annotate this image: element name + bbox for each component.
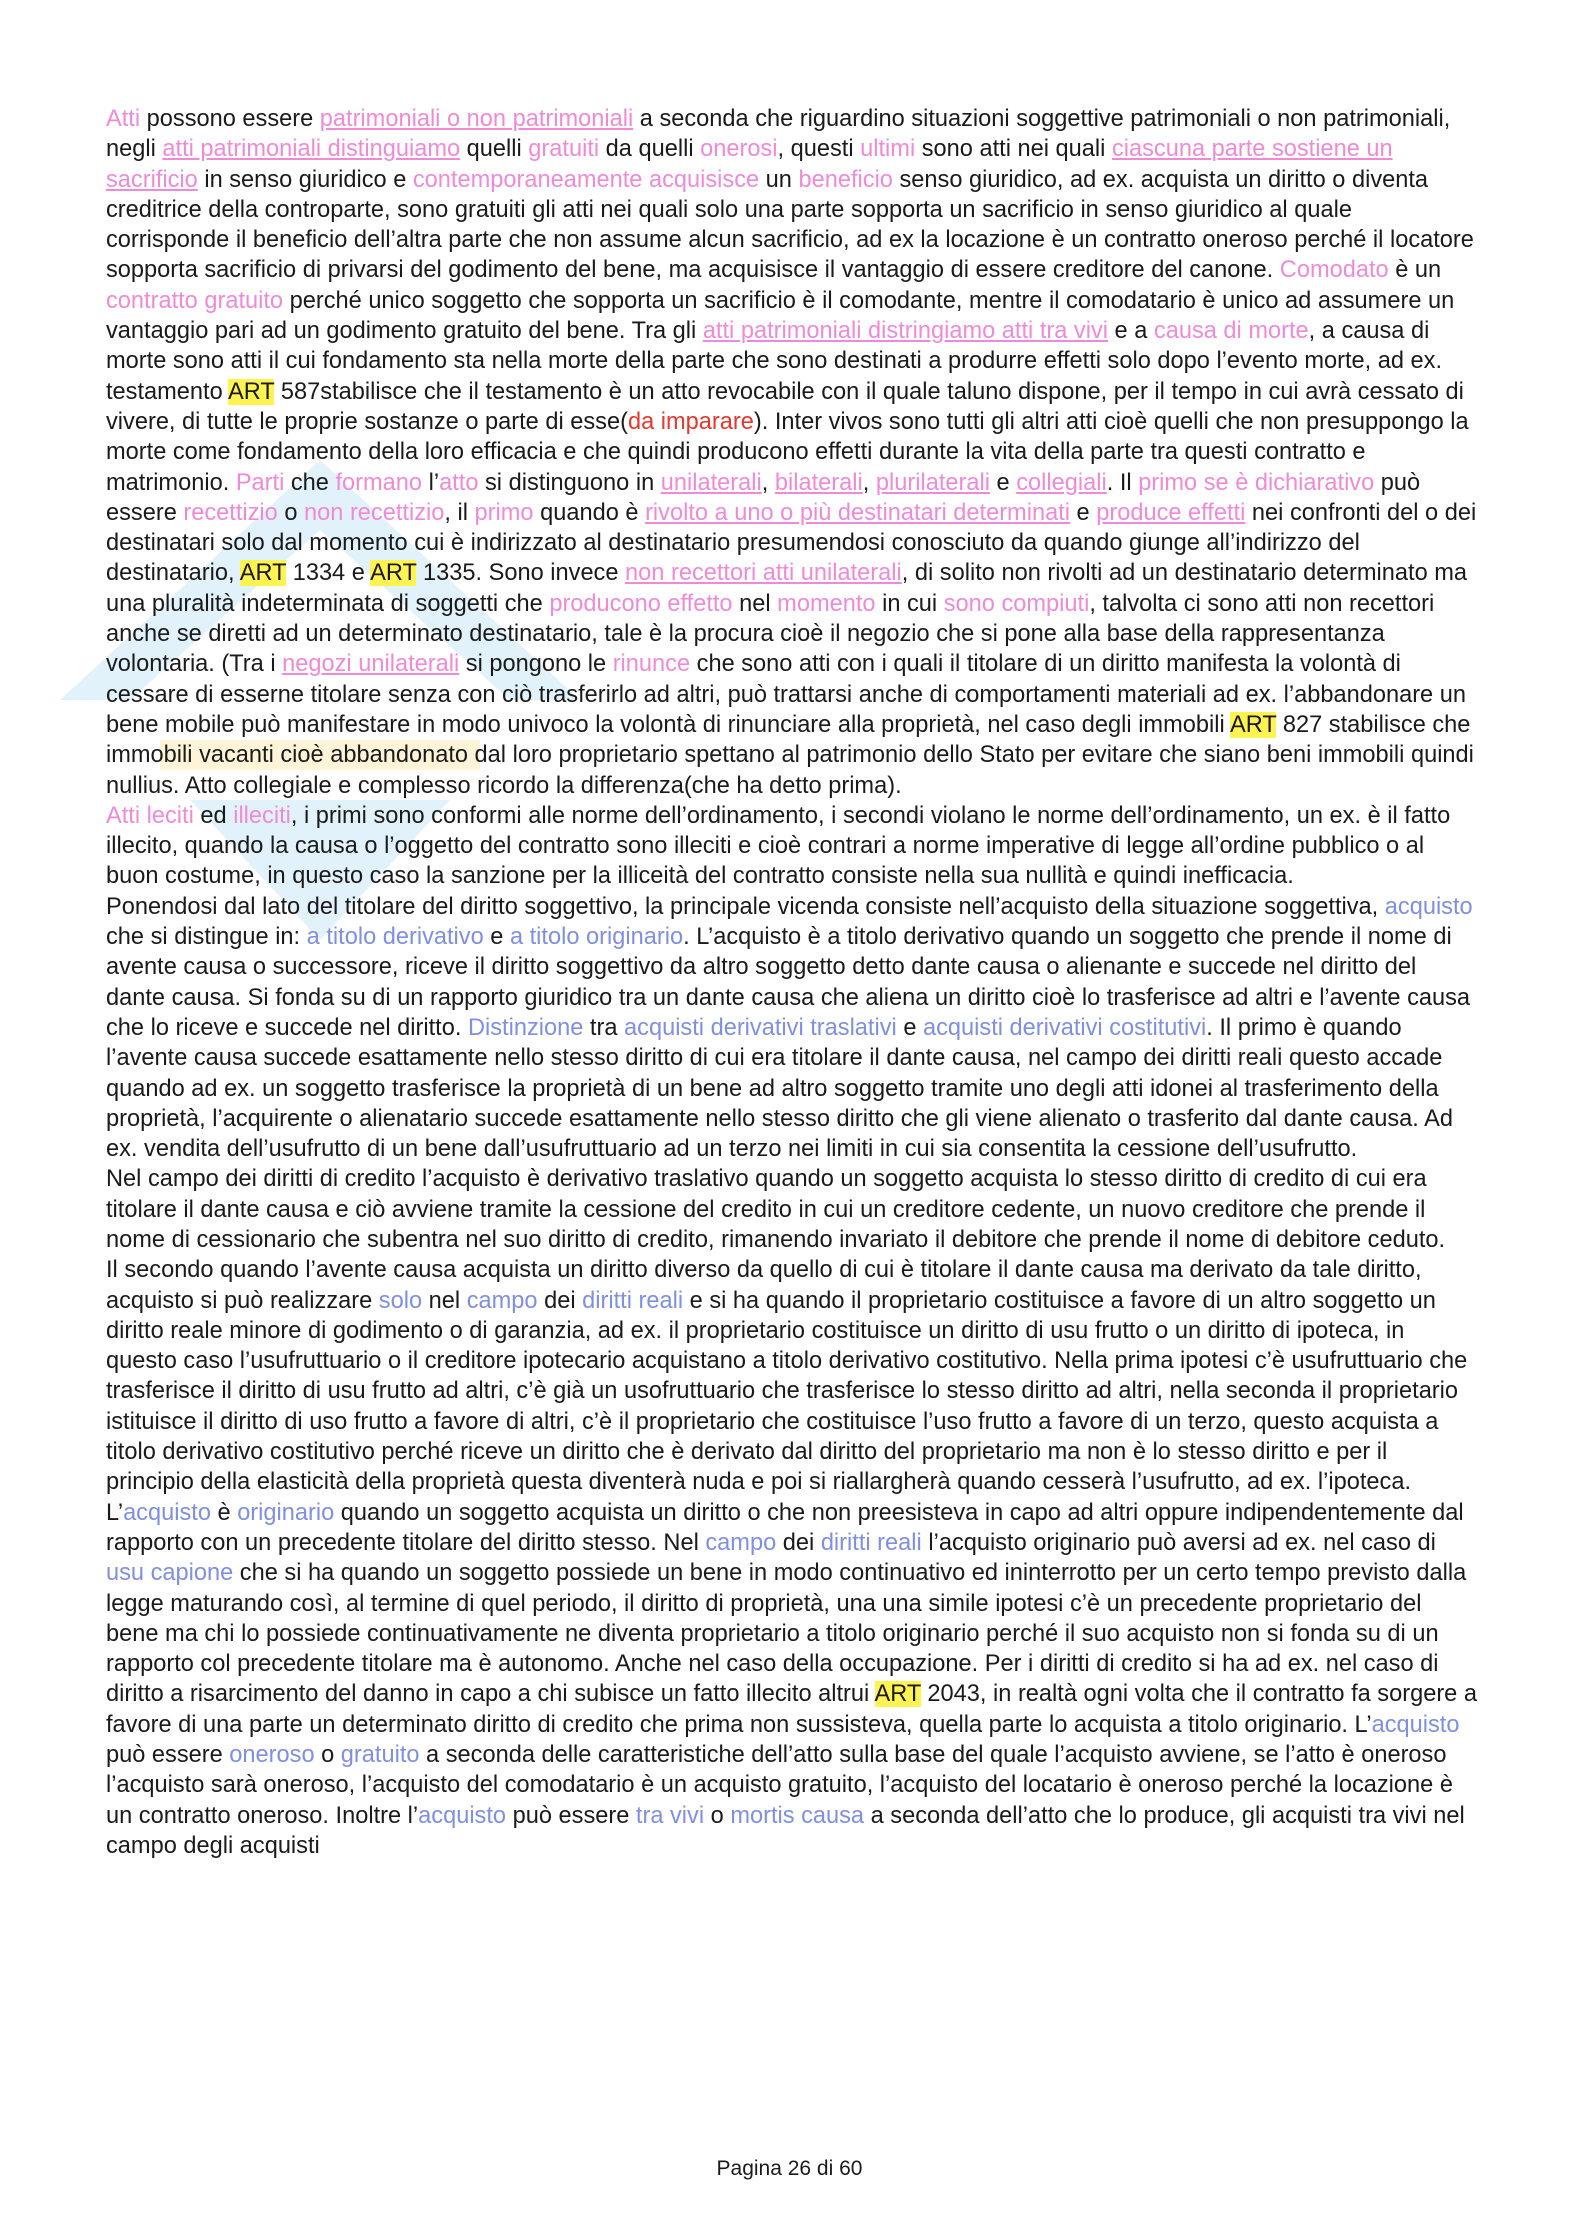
text-run: a seconda che riguardino situazioni soggettive patrimoniali o non patrimoniali, negli bbox=[106, 106, 1451, 163]
text-run: o bbox=[314, 1742, 341, 1769]
annotated-term: primo se è dichiarativo bbox=[1138, 469, 1375, 496]
text-run: o bbox=[704, 1802, 731, 1829]
highlighted-term: ART bbox=[227, 378, 275, 405]
text-run: un bbox=[759, 166, 799, 193]
annotated-term: contemporaneamente acquisisce bbox=[412, 166, 760, 193]
annotated-term: atti patrimoniali distringiamo atti tra vivi bbox=[702, 318, 1108, 345]
paragraph bbox=[106, 1255, 1478, 1497]
annotated-term: a titolo derivativo bbox=[306, 924, 484, 951]
annotated-term: patrimoniali o non patrimoniali bbox=[319, 106, 634, 132]
annotated-term: da imparare bbox=[627, 408, 754, 435]
annotated-term: acquisto bbox=[123, 1499, 211, 1526]
annotated-term: acquisti derivativi traslativi bbox=[624, 1014, 897, 1041]
annotated-term: negozi unilaterali bbox=[282, 651, 460, 678]
text-run: 827 stabilisce che immobili vacanti cioè abbandonato dal loro proprietario spettano al patrimonio dello Stato per evitare che siano beni immobili quindi nullius. Atto collegiale e complesso ricordo la differenza(che ha detto prima). bbox=[106, 711, 1474, 799]
text-run: , bbox=[862, 469, 876, 496]
text-run: in cui bbox=[875, 590, 944, 617]
annotated-term: Comodato bbox=[1279, 257, 1389, 284]
text-run: , il bbox=[444, 499, 475, 526]
annotated-term: tra vivi bbox=[635, 1802, 705, 1829]
annotated-term: unilaterali bbox=[660, 469, 762, 496]
text-run: che sono atti con i quali il titolare di un diritto manifesta la volontà di cessare di esserne titolare senza con ciò trasferirlo ad altri, può trattarsi anche di comportamenti materiali ad ex. l’abbandonare un bene mobile può manifestare in modo univoco la volontà di rinunciare alla proprietà, nel caso degli immobili bbox=[106, 651, 1466, 738]
annotated-term: gratuito bbox=[340, 1742, 420, 1769]
text-run: si pongono le bbox=[459, 651, 613, 678]
annotated-term: bilaterali bbox=[774, 469, 863, 496]
annotated-term: sono compiuti bbox=[943, 590, 1090, 617]
annotated-term: beneficio bbox=[798, 166, 893, 193]
annotated-term: Distinzione bbox=[467, 1014, 584, 1041]
annotated-term: acquisti derivativi costitutivi bbox=[923, 1014, 1207, 1041]
text-run: , talvolta ci sono atti non recettori anche se diretti ad un determinato destinatario, tale è la procura cioè il negozio che si pone alla base della rappresentanza volontaria. (Tra i bbox=[106, 590, 1435, 678]
annotated-term: oneroso bbox=[229, 1742, 315, 1769]
text-run: quando è bbox=[533, 499, 646, 526]
annotated-term: momento bbox=[777, 590, 876, 617]
annotated-term: acquisto bbox=[418, 1802, 507, 1829]
text-run: può essere bbox=[106, 469, 1421, 526]
annotated-term: usu capione bbox=[106, 1560, 234, 1587]
annotated-term: collegiali bbox=[1016, 469, 1107, 496]
annotated-term: produce effetti bbox=[1096, 499, 1246, 526]
annotated-term: contratto gratuito bbox=[106, 287, 284, 314]
annotated-term: solo bbox=[378, 1287, 423, 1314]
annotated-term: atto bbox=[439, 469, 479, 496]
text-run: dei bbox=[776, 1529, 821, 1556]
annotated-term: formano bbox=[335, 469, 423, 496]
annotated-term: non recettori atti unilaterali bbox=[625, 560, 902, 587]
annotated-term: acquisto bbox=[1384, 893, 1473, 920]
annotated-term: rinunce bbox=[612, 651, 691, 678]
text-run: 1335. Sono invece bbox=[416, 560, 626, 587]
text-run: , i primi sono conformi alle norme dell’ordinamento, i secondi violano le norme dell’ordinamento, un ex. è il fatto illecito, quando la causa o l’oggetto del contratto sono illeciti e cioè contrari a norme imperative di legge all’ordine pubblico o al buon costume, in questo caso la sanzione per la illiceità del contratto consiste nella sua nullità e quindi inefficacia. bbox=[106, 802, 1451, 890]
paragraph bbox=[106, 1498, 1478, 1862]
annotated-term: Atti leciti bbox=[106, 802, 194, 829]
text-run: è un bbox=[1388, 257, 1442, 284]
text-run: , questi bbox=[777, 136, 861, 163]
text-run: tra bbox=[583, 1014, 625, 1041]
text-run: dei bbox=[537, 1287, 583, 1314]
page-number: Pagina 26 di 60 bbox=[716, 2157, 863, 2180]
annotated-term: plurilaterali bbox=[875, 469, 990, 496]
text-run: L’ bbox=[106, 1499, 124, 1526]
text-run: che si ha quando un soggetto possiede un bene in modo continuativo ed ininterrotto per un certo tempo previsto dalla legge maturando così, al termine di quel periodo, il diritto di proprietà, una una simile ipotesi c’è un precedente proprietario del bene ma chi lo possiede continuativamente ne diventa proprietario a titolo originario perché il suo acquisto non si fonda su di un rapporto col precedente titolare ma è autonomo. Anche nel caso della occupazione. Per i diritti di credito si ha ad ex. nel caso di diritto a risarcimento del danno in capo a chi subisce un fatto illecito altrui bbox=[106, 1560, 1467, 1708]
annotated-term: non recettizio bbox=[304, 499, 445, 526]
text-run: Il secondo quando l’avente causa acquista un diritto diverso da quello di cui è titolare il dante causa ma derivato da tale diritto, acquisto si può realizzare bbox=[106, 1257, 1422, 1314]
text-run: e bbox=[483, 924, 510, 951]
text-run: . Il bbox=[1106, 469, 1139, 496]
annotated-term: illeciti bbox=[233, 802, 291, 829]
highlighted-term: ART bbox=[239, 560, 287, 587]
text-run: può essere bbox=[506, 1802, 636, 1829]
text-run: che si distingue in: bbox=[106, 924, 307, 951]
text-run: , a causa di morte sono atti il cui fondamento sta nella morte della parte che sono destinati a produrre effetti solo dopo l’evento morte, ad ex. testamento bbox=[106, 318, 1443, 405]
annotated-term: campo bbox=[705, 1529, 777, 1556]
text-run: nel bbox=[422, 1287, 467, 1314]
text-run: 587stabilisce che il testamento è un atto revocabile con il quale taluno dispone, per il tempo in cui avrà cessato di vivere, di tutte le proprie sostanze o parte di esse( bbox=[106, 378, 1464, 435]
text-run: quelli bbox=[460, 136, 529, 163]
text-run: a seconda dell’atto che lo produce, gli acquisti tra vivi nel campo degli acquisti bbox=[106, 1802, 1465, 1859]
text-run: da quelli bbox=[599, 136, 701, 163]
text-run: è bbox=[210, 1499, 238, 1526]
annotated-term: diritti reali bbox=[820, 1529, 922, 1556]
text-run: quando un soggetto acquista un diritto o che non preesisteva in capo ad altri oppure indipendentemente dal rapporto con un precedente titolare del diritto stesso. Nel bbox=[106, 1499, 1464, 1556]
text-run: in senso giuridico e bbox=[197, 166, 413, 193]
paragraph bbox=[106, 892, 1478, 1165]
text-run: perché unico soggetto che sopporta un sacrificio è il comodante, mentre il comodatario è unico ad assumere un vantaggio pari ad un godimento gratuito del bene. Tra gli bbox=[106, 287, 1455, 345]
text-run: senso giuridico, ad ex. acquista un diritto o diventa creditrice della controparte, sono gratuiti gli atti nei quali solo una parte sopporta un sacrificio in senso giuridico al quale corrisponde il beneficio dell’altra parte che non assume alcun sacrificio, ad ex la locazione è un contratto oneroso perché il locatore sopporta sacrificio di privarsi del godimento del bene, ma acquisisce il vantaggio di essere creditore del canone. bbox=[106, 166, 1474, 284]
text-run: 2043, in realtà ogni volta che il contratto fa sorgere a favore di una parte un determinato diritto di credito che prima non sussisteva, quella parte lo acquista a titolo originario. L’ bbox=[106, 1681, 1477, 1738]
text-run: Nel campo dei diritti di credito l’acquisto è derivativo traslativo quando un soggetto acquista lo stesso diritto di credito di cui era titolare il dante causa e ciò avviene tramite la cessione del credito in cui un creditore cedente, un nuovo creditore che prende il nome di cessionario che subentra nel suo diritto di credito, rimanendo invariato il debitore che prende il nome di debitore ceduto. bbox=[106, 1166, 1446, 1253]
annotated-term: producono effetto bbox=[549, 590, 733, 617]
text-run: . Il primo è quando l’avente causa succede esattamente nello stesso diritto di cui era titolare il dante causa, nel campo dei diritti reali questo accade quando ad ex. un soggetto trasferisce la proprietà di un bene ad altro soggetto tramite uno degli atti idonei al trasferimento della proprietà, l’acquirente o alienatario succede esattamente nello stesso diritto che gli viene alienato o trasferito dal dante causa. Ad ex. vendita dell’usufrutto di un bene dall’usufruttuario ad un terzo nei limiti in cui sia consentita la cessione dell’usufrutto. bbox=[106, 1014, 1453, 1163]
annotated-term: primo bbox=[474, 499, 534, 526]
text-run: e si ha quando il proprietario costituisce a favore di un altro soggetto un diritto reale minore di godimento o di garanzia, ad ex. il proprietario costituisce un diritto di usu frutto o un diritto di ipoteca, in questo caso l’usufruttuario o il creditore ipotecario acquistano a titolo derivativo costitutivo. Nella prima ipotesi c’è usufruttuario che trasferisce il diritto di usu frutto ad altri, c’è già un usofruttuario che trasferisce lo stesso diritto ad altri, nella seconda il proprietario istituisce il diritto di uso frutto a favore di altri, c’è il proprietario che costituisce l’uso frutto a favore di un terzo, questo acquista a titolo derivativo costitutivo perché riceve un diritto che è derivato dal diritto del proprietario ma non è lo stesso diritto e per il principio della elasticità della proprietà questa diventerà nuda e poi si riallargherà quando cesserà l’usufrutto, ad ex. l’ipoteca. bbox=[106, 1287, 1468, 1496]
text-run: e bbox=[896, 1014, 923, 1041]
annotated-term: causa di morte bbox=[1153, 318, 1309, 345]
text-run: l’acquisto originario può aversi ad ex. nel caso di bbox=[921, 1529, 1436, 1556]
text-run: nei confronti del o dei destinatari solo dal momento cui è indirizzato al destinatario presumendosi conosciuto da quando giunge all’indirizzo del destinatario, bbox=[106, 499, 1477, 587]
text-run: ). Inter vivos sono tutti gli altri atti cioè quelli che non presuppongo la morte come fondamento della loro efficacia e che quindi producono effetti durante la vita della parte tra questi contratto e matrimonio. bbox=[106, 408, 1469, 496]
annotated-term: originario bbox=[237, 1499, 335, 1526]
text-run: o bbox=[277, 499, 305, 526]
annotated-term: mortis causa bbox=[730, 1802, 865, 1829]
text-run: a seconda delle caratteristiche dell’atto sulla base del quale l’acquisto avviene, se l’atto è oneroso l’acquisto sarà oneroso, l’acquisto del comodatario è un acquisto gratuito, l’acquisto del locatario è oneroso perché la locazione è un contratto oneroso. Inoltre l’ bbox=[106, 1742, 1453, 1829]
annotated-term: gratuiti bbox=[528, 136, 600, 163]
text-run: e bbox=[1070, 499, 1097, 526]
text-run: l’ bbox=[422, 469, 440, 496]
paragraph bbox=[106, 1164, 1478, 1255]
highlighted-term: ART bbox=[370, 560, 417, 587]
annotated-term: rivolto a uno o più destinatari determinati bbox=[645, 499, 1070, 526]
text-run: Ponendosi dal lato del titolare del diritto soggettivo, la principale vicenda consiste nell’acquisto della situazione soggettiva, bbox=[106, 893, 1385, 920]
text-run: sono atti nei quali bbox=[915, 136, 1112, 163]
highlighted-term: ART bbox=[874, 1681, 921, 1708]
annotated-term: ciascuna parte sostiene un sacrificio bbox=[106, 136, 1393, 193]
annotated-term: acquisto bbox=[1371, 1711, 1460, 1738]
annotated-term: onerosi bbox=[700, 136, 778, 163]
document-body bbox=[106, 104, 1478, 1861]
text-run: nel bbox=[732, 590, 778, 617]
highlighted-term: ART bbox=[1229, 711, 1277, 738]
text-run: 1334 e bbox=[286, 560, 371, 587]
text-run: . L’acquisto è a titolo derivativo quando un soggetto che prende il nome di avente causa o successore, riceve il diritto soggettivo da altro soggetto detto dante causa o alienante e succede nel diritto del dante causa. Si fonda su di un rapporto giuridico tra un dante causa che aliena un diritto cioè lo trasferisce ad altri e l’avente causa che lo riceve e succede nel diritto. bbox=[106, 924, 1471, 1041]
annotated-term: recettizio bbox=[183, 499, 278, 526]
paragraph bbox=[106, 104, 1478, 801]
annotated-term: Parti bbox=[235, 469, 285, 496]
annotated-term: Atti bbox=[106, 106, 141, 132]
annotated-term: diritti reali bbox=[582, 1287, 684, 1314]
text-run: , di solito non rivolti ad un destinatario determinato ma una pluralità indeterminata di soggetti che bbox=[106, 560, 1468, 617]
annotated-term: ultimi bbox=[860, 136, 916, 163]
text-run: , bbox=[761, 469, 775, 496]
text-run: ed bbox=[193, 802, 234, 829]
text-run: che bbox=[284, 469, 336, 496]
text-run: può essere bbox=[106, 1742, 230, 1769]
text-run: possono essere bbox=[140, 106, 320, 132]
paragraph bbox=[106, 801, 1478, 892]
text-run: e a bbox=[1108, 318, 1154, 345]
annotated-term: atti patrimoniali distinguiamo bbox=[162, 136, 461, 163]
text-run: si distinguono in bbox=[478, 469, 661, 496]
text-run: e bbox=[989, 469, 1017, 496]
annotated-term: a titolo originario bbox=[509, 924, 684, 951]
annotated-term: campo bbox=[466, 1287, 538, 1314]
